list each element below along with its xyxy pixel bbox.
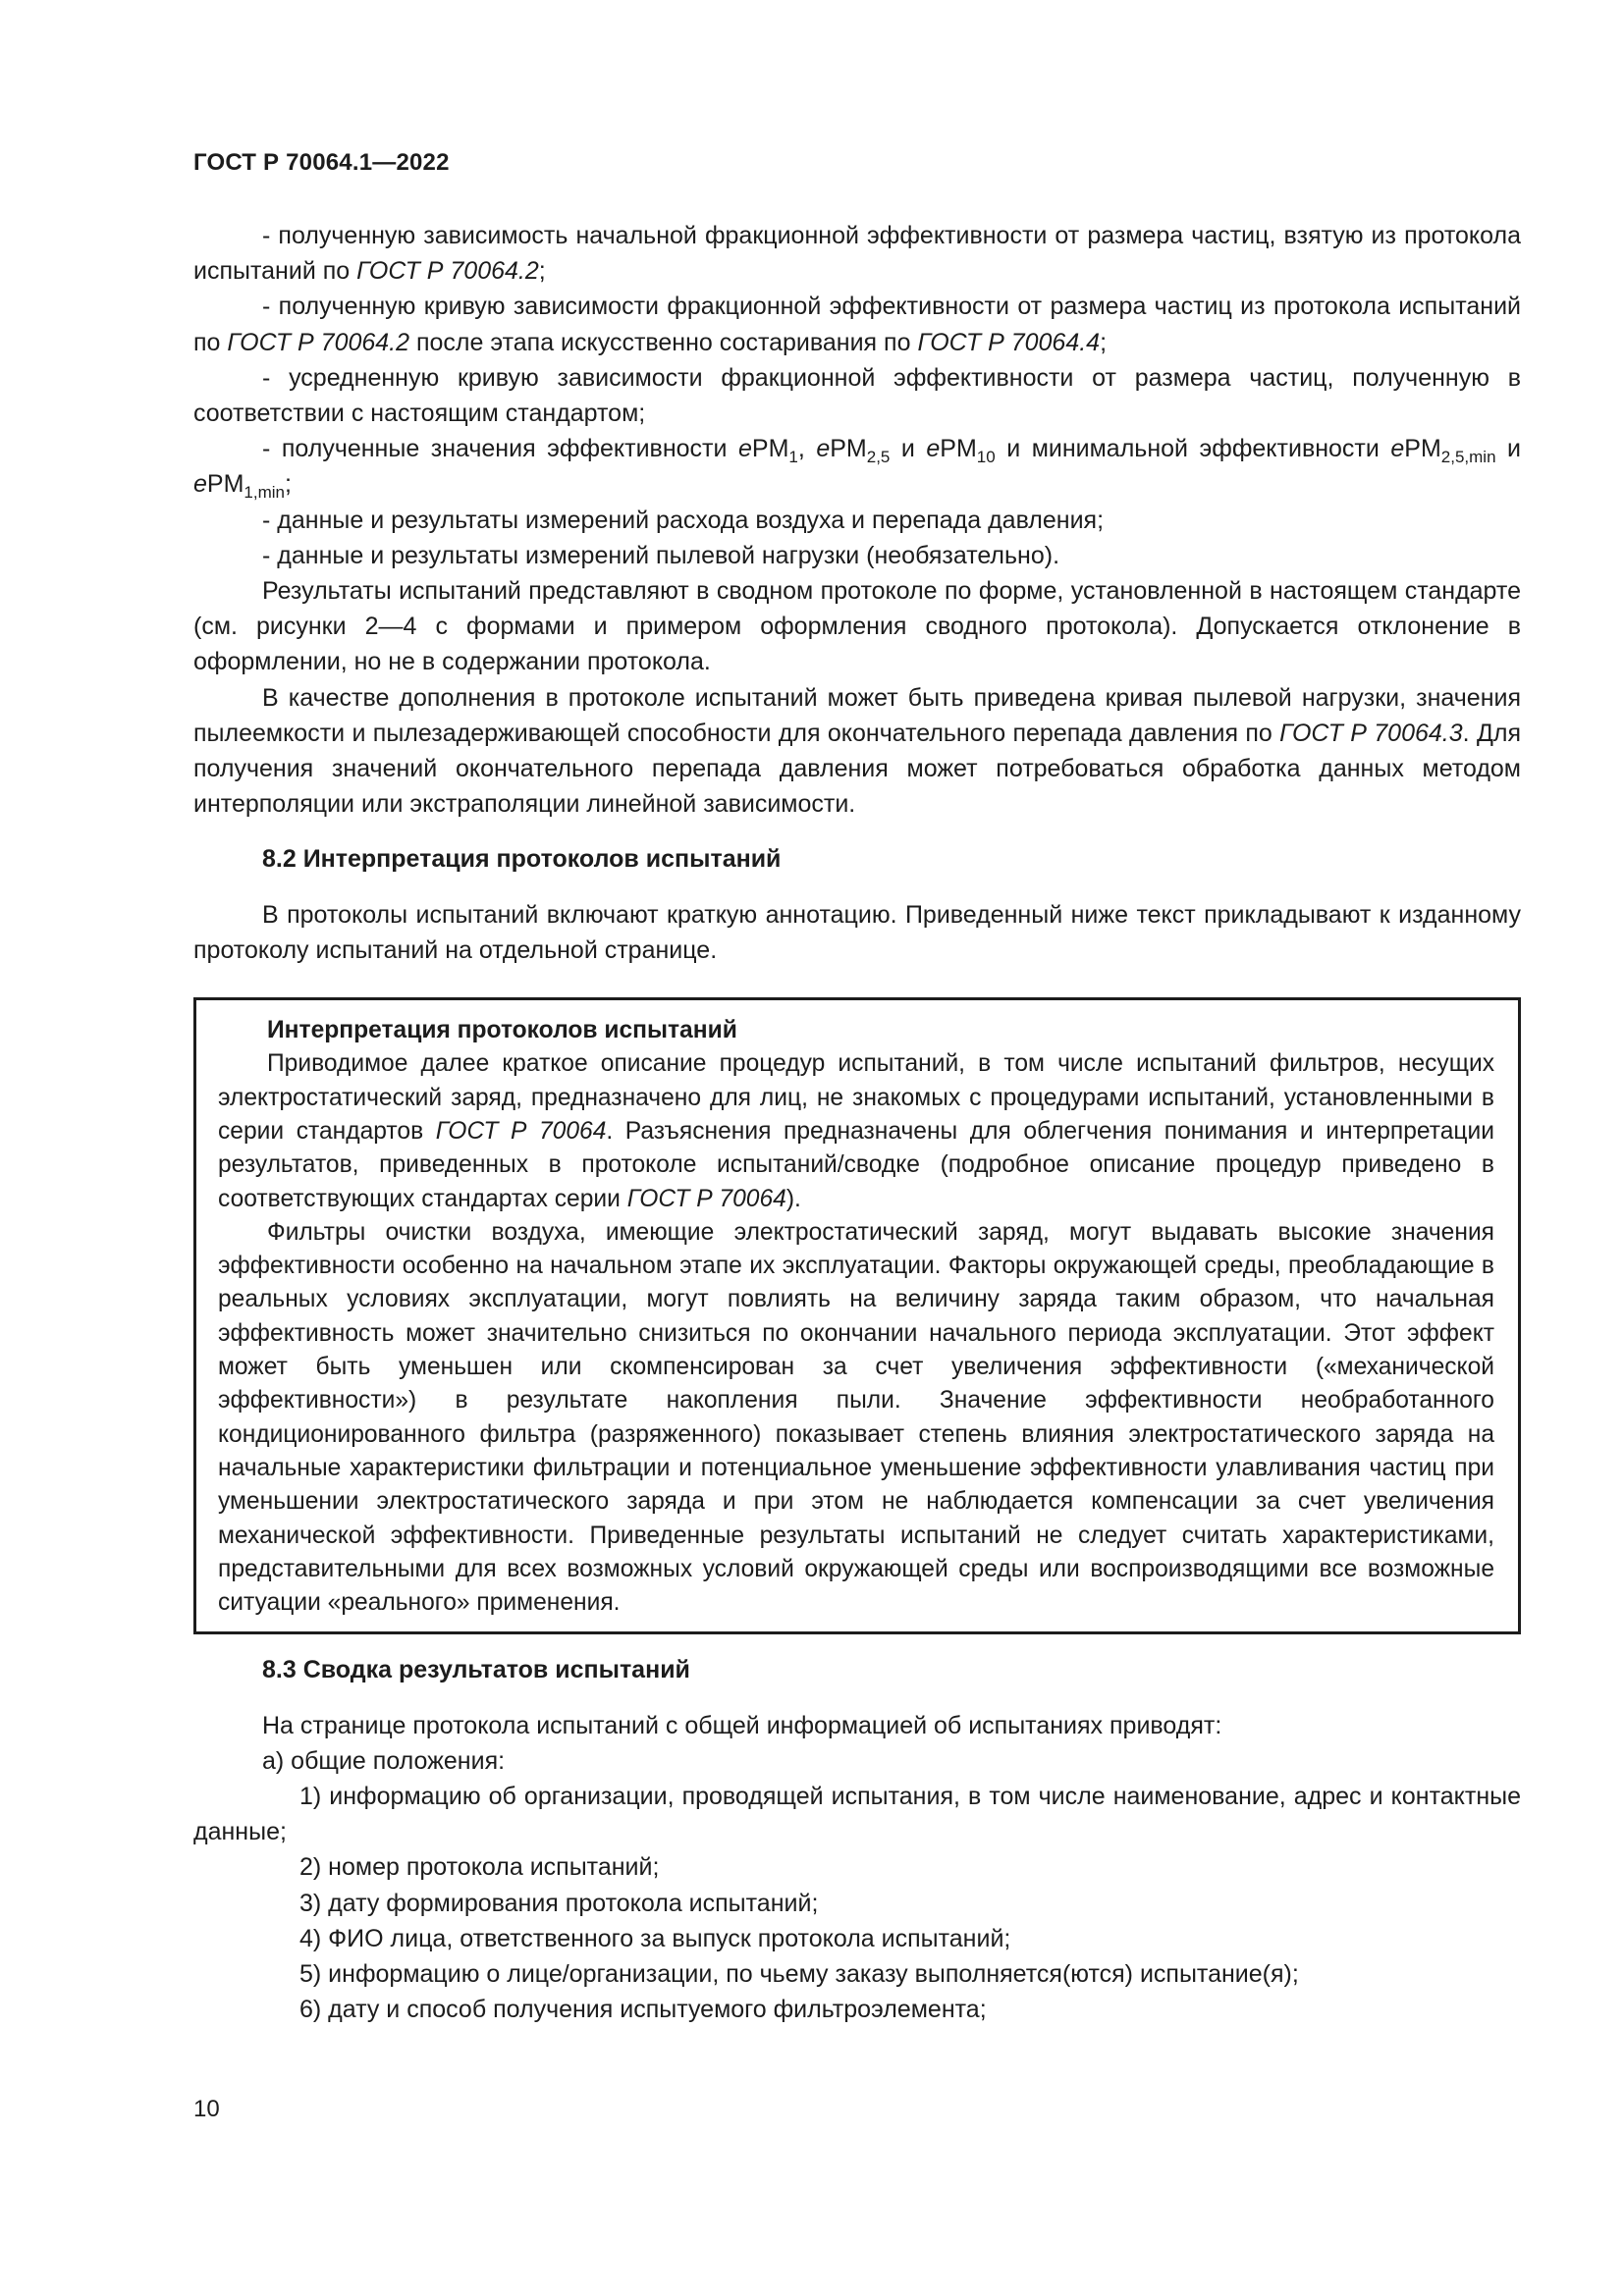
standard-reference: ГОСТ Р 70064	[435, 1117, 607, 1145]
paragraph-dust-load-addition: В качестве дополнения в протоколе испытаний может быть приведена кривая пылевой нагрузки, значения пылеемкости и пылезадерживающей способности для окончательного перепада давления по ГОСТ Р 70064.3. Для получения значений окончательного перепада давления может потребоваться обработка данных методом интерполяции или экстраполяции линейной зависимости.	[193, 683, 1521, 819]
list-item: 6) дату и способ получения испытуемого фильтроэлемента;	[299, 1996, 987, 2024]
standard-reference: ГОСТ Р 70064.3	[1279, 719, 1463, 747]
list-item-aged-efficiency: - полученную кривую зависимости фракционной эффективности от размера частиц из протокола испытаний по ГОСТ Р 70064.2 после этапа искусственно состаривания по ГОСТ Р 70064.4;	[193, 293, 1521, 356]
standard-reference: ГОСТ Р 70064.2	[356, 257, 539, 286]
box-title: Интерпретация протоколов испытаний	[267, 1017, 737, 1044]
list-item-epm-values: - полученные значения эффективности ePM$_1$, ePM$_{2,5}$ и ePM$_{10}$ и минимальной эффективности ePM$_{2,5,min}$ и ePM$_{1,min}$;	[193, 435, 1522, 503]
list-item: 5) информацию о лице/организации, по чьему заказу выполняется(ются) испытание(я);	[299, 1960, 1299, 1989]
section-heading-8-3: 8.3 Сводка результатов испытаний	[262, 1656, 690, 1684]
box-paragraph-electrostatic: Фильтры очистки воздуха, имеющие электростатический заряд, могут выдавать высокие значения эффективности особенно на начальном этапе их эксплуатации. Факторы окружающей среды, преобладающие в реальных условиях эксплуатации, могут повлиять на величину заряда таким образом, что начальная эффективность может значительно снизиться по окончании начального периода эксплуатации. Этот эффект может быть уменьшен или скомпенсирован за счет увеличения эффективности («механической эффективности») в результате накопления пыли. Значение эффективности необработанного кондиционированного фильтра (разряженного) показывает степень влияния электростатического заряда на начальные характеристики фильтрации и потенциальное уменьшение эффективности улавливания частиц при уменьшении электростатического заряда и при этом не наблюдается компенсации за счет увеличения механической эффективности. Приведенные результаты испытаний не следует считать характеристиками, представительными для всех возможных условий окружающей среды или воспроизводящими все возможные ситуации «реального» применения.	[218, 1218, 1494, 1617]
sub-item-a: а) общие положения:	[262, 1746, 506, 1775]
list-item: 2) номер протокола испытаний;	[299, 1853, 660, 1882]
paragraph-8-2: В протоколы испытаний включают краткую аннотацию. Приведенный ниже текст прикладывают к изданному протоколу испытаний на отдельной странице.	[193, 900, 1521, 964]
paragraph-8-3-intro: На странице протокола испытаний с общей информацией об испытаниях приводят:	[262, 1711, 1222, 1739]
list-item: 4) ФИО лица, ответственного за выпуск протокола испытаний;	[299, 1924, 1011, 1952]
paragraph-results-summary: Результаты испытаний представляют в сводном протоколе по форме, установленной в настоящем стандарте (см. рисунки 2—4 с формами и примером оформления сводного протокола). Допускается отклонение в оформлении, но не в содержании протокола.	[193, 577, 1521, 676]
list-item: 1) информацию об организации, проводящей испытания, в том числе наименование, адрес и контактные данные;	[193, 1783, 1521, 1846]
page-number: 10	[193, 2096, 220, 2122]
list-item-dust-load-data: - данные и результаты измерений пылевой нагрузки (необязательно).	[262, 541, 1060, 569]
section-heading-8-2: 8.2 Интерпретация протоколов испытаний	[262, 845, 782, 874]
standard-reference: ГОСТ Р 70064.2	[227, 328, 410, 356]
interpretation-box	[193, 997, 1521, 1634]
document-body	[193, 218, 1521, 2027]
list-item-initial-efficiency: - полученную зависимость начальной фракционной эффективности от размера частиц, взятую из протокола испытаний по ГОСТ Р 70064.2;	[193, 222, 1521, 286]
document-code-header: ГОСТ Р 70064.1—2022	[193, 149, 450, 176]
box-paragraph-procedures: Приводимое далее краткое описание процедур испытаний, в том числе испытаний фильтров, несущих электростатический заряд, предназначено для лиц, не знакомых с процедурами испытаний, установленными в серии стандартов ГОСТ Р 70064. Разъяснения предназначены для облегчения понимания и интерпретации результатов, приведенных в протоколе испытаний/сводке (подробное описание процедур приведено в соответствующих стандартах серии ГОСТ Р 70064).	[218, 1050, 1494, 1212]
standard-reference: ГОСТ Р 70064.4	[917, 328, 1101, 356]
list-item-airflow-data: - данные и результаты измерений расхода воздуха и перепада давления;	[262, 506, 1105, 534]
list-item: 3) дату формирования протокола испытаний;	[299, 1889, 819, 1917]
standard-reference: ГОСТ Р 70064	[626, 1185, 786, 1212]
list-item-averaged-curve: - усредненную кривую зависимости фракционной эффективности от размера частиц, полученную в соответствии с настоящим стандартом;	[193, 363, 1521, 428]
